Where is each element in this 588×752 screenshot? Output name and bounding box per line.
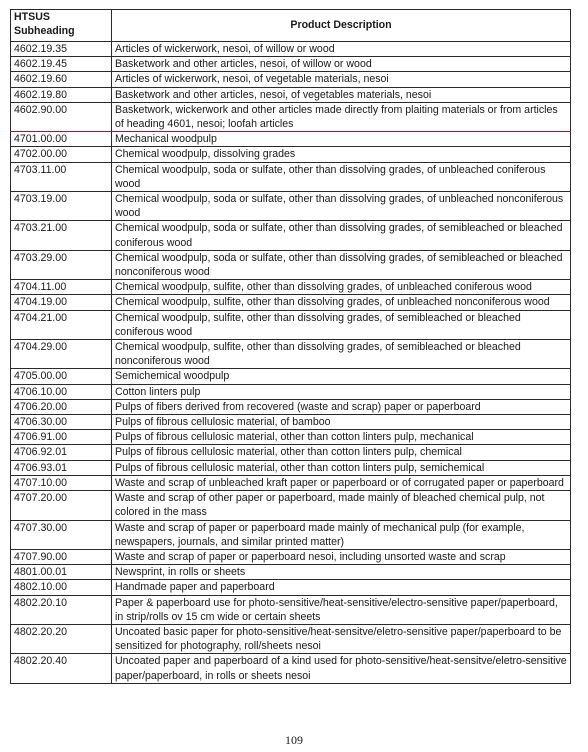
- table-row: [11, 430, 571, 445]
- table-row: [11, 250, 571, 279]
- description-cell: Chemical woodpulp, sulfite, other than dissolving grades, of unbleached coniferous wood: [112, 280, 571, 295]
- table-row: [11, 565, 571, 580]
- hts-code-cell: 4706.91.00: [11, 430, 112, 445]
- description-cell: Cotton linters pulp: [112, 384, 571, 399]
- table-row: [11, 87, 571, 102]
- hts-code-cell: 4602.19.45: [11, 57, 112, 72]
- hts-code-cell: 4701.00.00: [11, 132, 112, 147]
- table-row: [11, 147, 571, 162]
- table-body: [11, 42, 571, 684]
- hts-code-cell: 4602.19.60: [11, 72, 112, 87]
- description-cell: Basketwork and other articles, nesoi, of willow or wood: [112, 57, 571, 72]
- table-row: [11, 340, 571, 369]
- description-cell: Chemical woodpulp, sulfite, other than dissolving grades, of unbleached nonconiferous wood: [112, 295, 571, 310]
- hts-code-cell: 4802.10.00: [11, 580, 112, 595]
- hts-code-cell: 4707.10.00: [11, 475, 112, 490]
- page-number: 109: [285, 733, 303, 747]
- description-cell: Semichemical woodpulp: [112, 369, 571, 384]
- hts-code-cell: 4602.19.35: [11, 42, 112, 57]
- hts-code-cell: 4703.11.00: [11, 162, 112, 191]
- description-cell: Chemical woodpulp, sulfite, other than dissolving grades, of semibleached or bleached nonconiferous wood: [112, 340, 571, 369]
- hts-code-cell: 4703.19.00: [11, 192, 112, 221]
- table-header-row: [11, 10, 571, 42]
- table-row: [11, 192, 571, 221]
- description-cell: Chemical woodpulp, soda or sulfate, other than dissolving grades, of semibleached or bleached coniferous wood: [112, 221, 571, 250]
- description-cell: Chemical woodpulp, sulfite, other than dissolving grades, of semibleached or bleached coniferous wood: [112, 310, 571, 339]
- hts-code-cell: 4707.90.00: [11, 549, 112, 564]
- description-cell: Uncoated basic paper for photo-sensitive/heat-sensitve/eletro-sensitive paper/paperboard to be sensitized for photography, roll/sheets nesoi: [112, 624, 571, 653]
- description-cell: Pulps of fibrous cellulosic material, other than cotton linters pulp, semichemical: [112, 460, 571, 475]
- hts-code-cell: 4602.19.80: [11, 87, 112, 102]
- hts-code-cell: 4704.29.00: [11, 340, 112, 369]
- table-row: [11, 491, 571, 520]
- hts-code-cell: 4706.10.00: [11, 384, 112, 399]
- description-cell: Waste and scrap of paper or paperboard made mainly of mechanical pulp (for example, newspapers, journals, and similar printed matter): [112, 520, 571, 549]
- description-cell: Newsprint, in rolls or sheets: [112, 565, 571, 580]
- hts-code-cell: 4702.00.00: [11, 147, 112, 162]
- description-cell: Articles of wickerwork, nesoi, of willow or wood: [112, 42, 571, 57]
- table-row: [11, 580, 571, 595]
- table-row: [11, 520, 571, 549]
- hts-code-cell: 4802.20.10: [11, 595, 112, 624]
- table-row: [11, 280, 571, 295]
- hts-code-cell: 4706.20.00: [11, 399, 112, 414]
- hts-code-cell: 4602.90.00: [11, 102, 112, 131]
- description-cell: Waste and scrap of other paper or paperboard, made mainly of bleached chemical pulp, not colored in the mass: [112, 491, 571, 520]
- table-row: [11, 369, 571, 384]
- table-row: [11, 384, 571, 399]
- description-cell: Paper & paperboard use for photo-sensitive/heat-sensitive/electro-sensitive paper/paperboard, in strip/rolls ov 15 cm wide or certain sheets: [112, 595, 571, 624]
- hts-code-cell: 4703.21.00: [11, 221, 112, 250]
- table-row: [11, 102, 571, 131]
- table-row: [11, 445, 571, 460]
- table-row: [11, 132, 571, 147]
- column-header-subheading: HTSUS Subheading: [11, 10, 112, 42]
- description-cell: Mechanical woodpulp: [112, 132, 571, 147]
- table-row: [11, 415, 571, 430]
- table-row: [11, 475, 571, 490]
- hts-code-cell: 4802.20.40: [11, 654, 112, 683]
- table-row: [11, 399, 571, 414]
- hts-code-cell: 4704.21.00: [11, 310, 112, 339]
- description-cell: Chemical woodpulp, soda or sulfate, other than dissolving grades, of semibleached or bleached nonconiferous wood: [112, 250, 571, 279]
- description-cell: Pulps of fibrous cellulosic material, other than cotton linters pulp, mechanical: [112, 430, 571, 445]
- table-row: [11, 162, 571, 191]
- description-cell: Uncoated paper and paperboard of a kind used for photo-sensitive/heat-sensitve/eletro-sensitive paper/paperboard, in rolls or sheets nesoi: [112, 654, 571, 683]
- table-row: [11, 595, 571, 624]
- table-row: [11, 549, 571, 564]
- description-cell: Waste and scrap of unbleached kraft paper or paperboard or of corrugated paper or paperboard: [112, 475, 571, 490]
- hts-code-cell: 4706.93.01: [11, 460, 112, 475]
- hts-code-cell: 4801.00.01: [11, 565, 112, 580]
- description-cell: Pulps of fibrous cellulosic material, of bamboo: [112, 415, 571, 430]
- table-row: [11, 654, 571, 683]
- description-cell: Basketwork and other articles, nesoi, of vegetables materials, nesoi: [112, 87, 571, 102]
- table-row: [11, 72, 571, 87]
- hts-code-cell: 4706.30.00: [11, 415, 112, 430]
- table-row: [11, 310, 571, 339]
- table-row: [11, 221, 571, 250]
- table-row: [11, 295, 571, 310]
- htsus-table: [10, 9, 571, 684]
- hts-code-cell: 4707.20.00: [11, 491, 112, 520]
- description-cell: Pulps of fibrous cellulosic material, other than cotton linters pulp, chemical: [112, 445, 571, 460]
- description-cell: Articles of wickerwork, nesoi, of vegetable materials, nesoi: [112, 72, 571, 87]
- hts-code-cell: 4707.30.00: [11, 520, 112, 549]
- description-cell: Waste and scrap of paper or paperboard nesoi, including unsorted waste and scrap: [112, 549, 571, 564]
- hts-code-cell: 4704.11.00: [11, 280, 112, 295]
- hts-code-cell: 4703.29.00: [11, 250, 112, 279]
- table-row: [11, 42, 571, 57]
- hts-code-cell: 4705.00.00: [11, 369, 112, 384]
- description-cell: Chemical woodpulp, soda or sulfate, other than dissolving grades, of unbleached coniferous wood: [112, 162, 571, 191]
- description-cell: Basketwork, wickerwork and other articles made directly from plaiting materials or from articles of heading 4601, nesoi; loofah articles: [112, 102, 571, 131]
- description-cell: Chemical woodpulp, soda or sulfate, other than dissolving grades, of unbleached nonconiferous wood: [112, 192, 571, 221]
- column-header-description: Product Description: [112, 10, 571, 42]
- table-row: [11, 57, 571, 72]
- hts-code-cell: 4802.20.20: [11, 624, 112, 653]
- description-cell: Chemical woodpulp, dissolving grades: [112, 147, 571, 162]
- table-row: [11, 624, 571, 653]
- hts-code-cell: 4704.19.00: [11, 295, 112, 310]
- description-cell: Handmade paper and paperboard: [112, 580, 571, 595]
- table-row: [11, 460, 571, 475]
- hts-code-cell: 4706.92.01: [11, 445, 112, 460]
- description-cell: Pulps of fibers derived from recovered (waste and scrap) paper or paperboard: [112, 399, 571, 414]
